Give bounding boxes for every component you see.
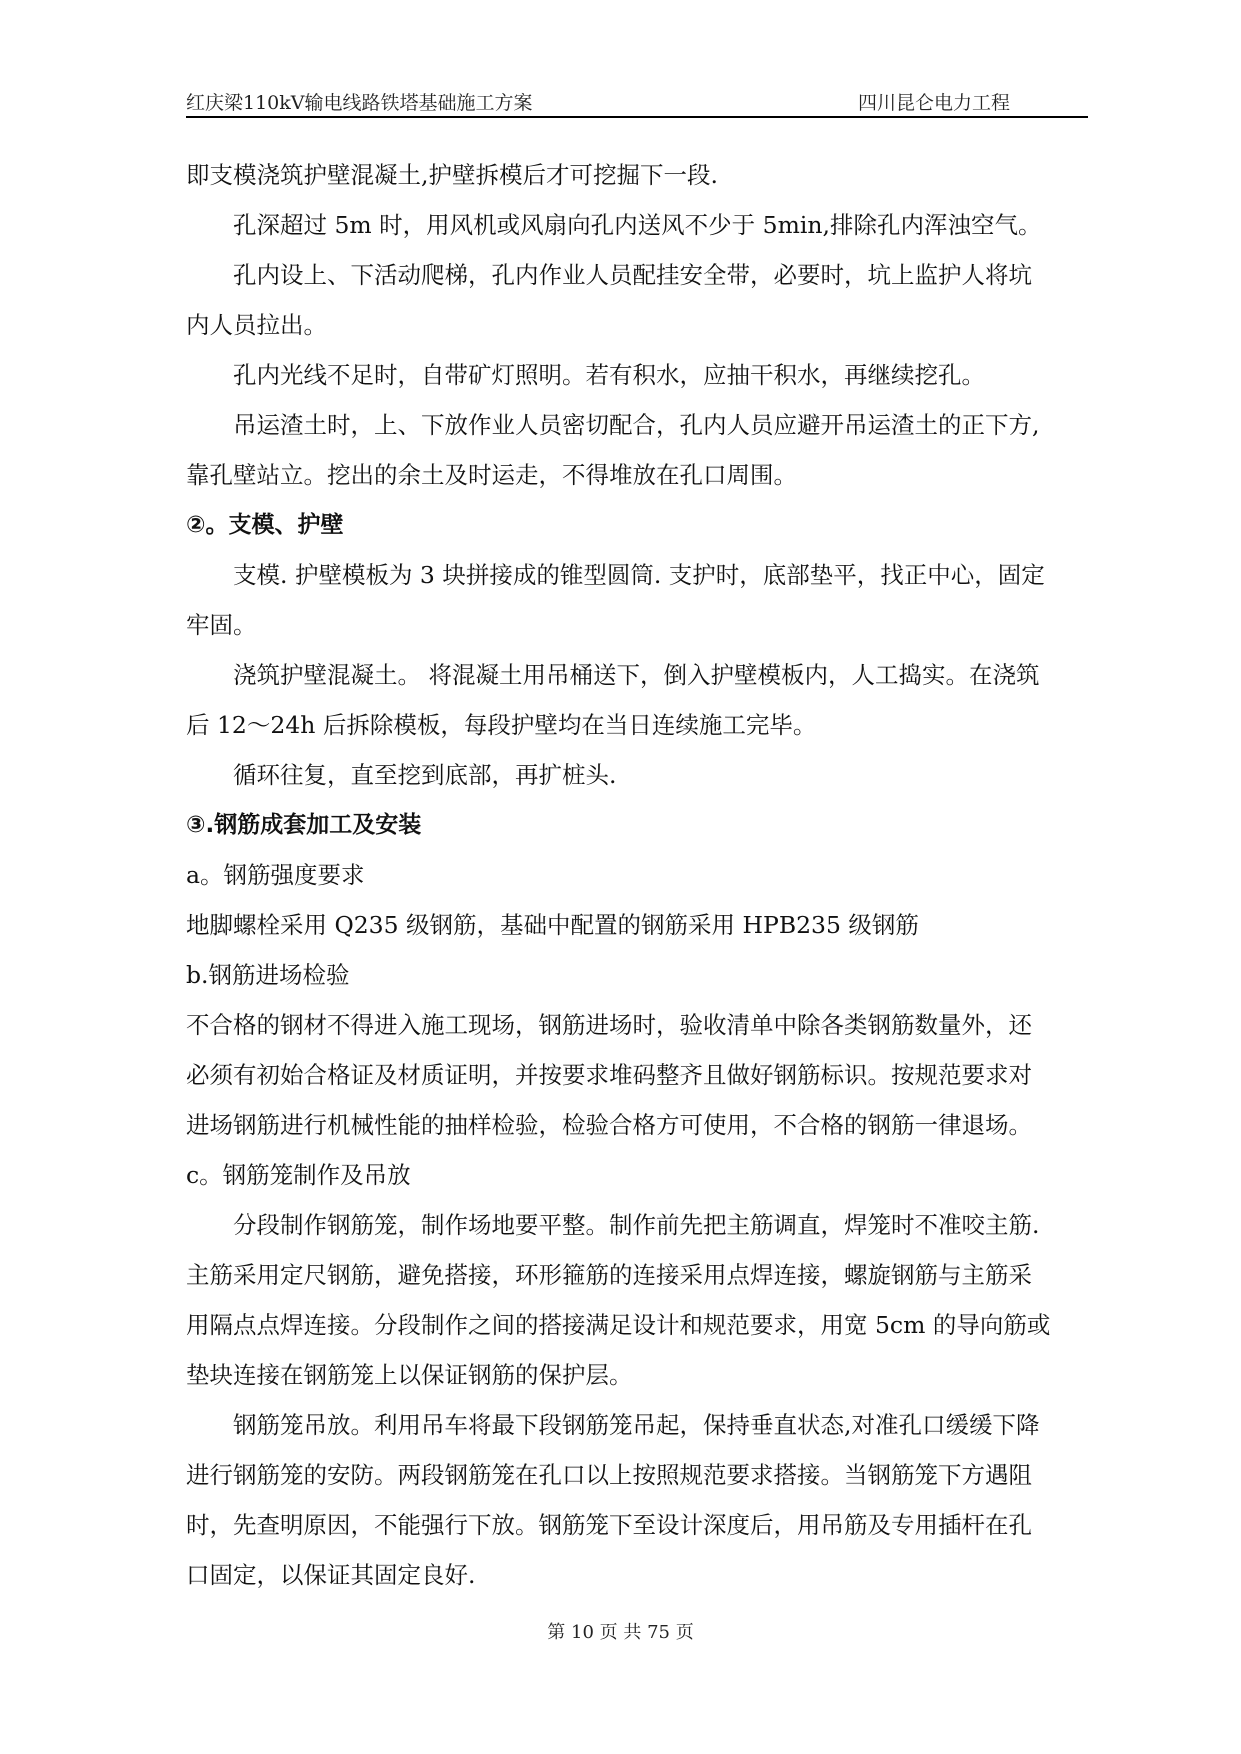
subsection-heading: b.钢筋进场检验 [186, 961, 350, 989]
body-line: 吊运渣土时，上、下放作业人员密切配合，孔内人员应避开吊运渣土的正下方, [233, 411, 1040, 439]
body-line: 循环往复，直至挖到底部，再扩桩头. [233, 761, 617, 789]
section-heading: ②。支模、护壁 [186, 512, 344, 538]
document-body [186, 150, 1088, 1600]
body-line: 用隔点点焊连接。分段制作之间的搭接满足设计和规范要求，用宽 5cm 的导向筋或 [186, 1311, 1051, 1339]
body-line: 靠孔壁站立。挖出的余土及时运走，不得堆放在孔口周围。 [186, 461, 797, 489]
body-line: 孔内设上、下活动爬梯，孔内作业人员配挂安全带，必要时，坑上监护人将坑 [233, 261, 1032, 289]
page-number: 第 10 页 共 75 页 [547, 1622, 694, 1643]
body-line: 即支模浇筑护壁混凝土,护壁拆模后才可挖掘下一段. [186, 161, 718, 189]
body-line: 进场钢筋进行机械性能的抽样检验，检验合格方可使用，不合格的钢筋一律退场。 [186, 1111, 1032, 1139]
header-company-name: 四川昆仑电力工程 [857, 92, 1010, 114]
body-line: 孔深超过 5m 时，用风机或风扇向孔内送风不少于 5min,排除孔内浑浊空气。 [233, 211, 1042, 239]
body-line: 不合格的钢材不得进入施工现场，钢筋进场时，验收清单中除各类钢筋数量外，还 [186, 1011, 1032, 1039]
body-line: 牢固。 [186, 611, 257, 639]
body-line: 内人员拉出。 [186, 311, 327, 339]
subsection-heading: a。钢筋强度要求 [186, 861, 365, 889]
body-line: 浇筑护壁混凝土。 将混凝土用吊桶送下，倒入护壁模板内，人工捣实。在浇筑 [233, 661, 1040, 689]
body-line: 支模. 护壁模板为 3 块拼接成的锥型圆筒. 支护时，底部垫平，找正中心，固定 [233, 561, 1045, 589]
subsection-heading: c。钢筋笼制作及吊放 [186, 1161, 411, 1189]
body-line: 孔内光线不足时，自带矿灯照明。若有积水，应抽干积水，再继续挖孔。 [233, 361, 985, 389]
body-line: 必须有初始合格证及材质证明，并按要求堆码整齐且做好钢筋标识。按规范要求对 [186, 1061, 1032, 1089]
body-line: 主筋采用定尺钢筋，避免搭接，环形箍筋的连接采用点焊连接，螺旋钢筋与主筋采 [186, 1261, 1032, 1289]
body-line: 钢筋笼吊放。利用吊车将最下段钢筋笼吊起，保持垂直状态,对准孔口缓缓下降 [233, 1411, 1040, 1439]
body-line: 进行钢筋笼的安防。两段钢筋笼在孔口以上按照规范要求搭接。当钢筋笼下方遇阻 [186, 1461, 1032, 1489]
header-document-title: 红庆梁110kV输电线路铁塔基础施工方案 [186, 92, 533, 114]
body-line: 口固定，以保证其固定良好. [186, 1561, 476, 1589]
body-line: 时，先查明原因，不能强行下放。钢筋笼下至设计深度后，用吊筋及专用插杆在孔 [186, 1511, 1032, 1539]
body-line: 垫块连接在钢筋笼上以保证钢筋的保护层。 [186, 1361, 633, 1389]
body-line: 地脚螺栓采用 Q235 级钢筋，基础中配置的钢筋采用 HPB235 级钢筋 [186, 911, 919, 939]
body-line: 分段制作钢筋笼，制作场地要平整。制作前先把主筋调直，焊笼时不准咬主筋. [233, 1211, 1040, 1239]
body-line: 后 12～24h 后拆除模板，每段护壁均在当日连续施工完毕。 [186, 711, 817, 739]
section-heading: ③.钢筋成套加工及安装 [186, 812, 422, 838]
page-header [186, 86, 1088, 118]
